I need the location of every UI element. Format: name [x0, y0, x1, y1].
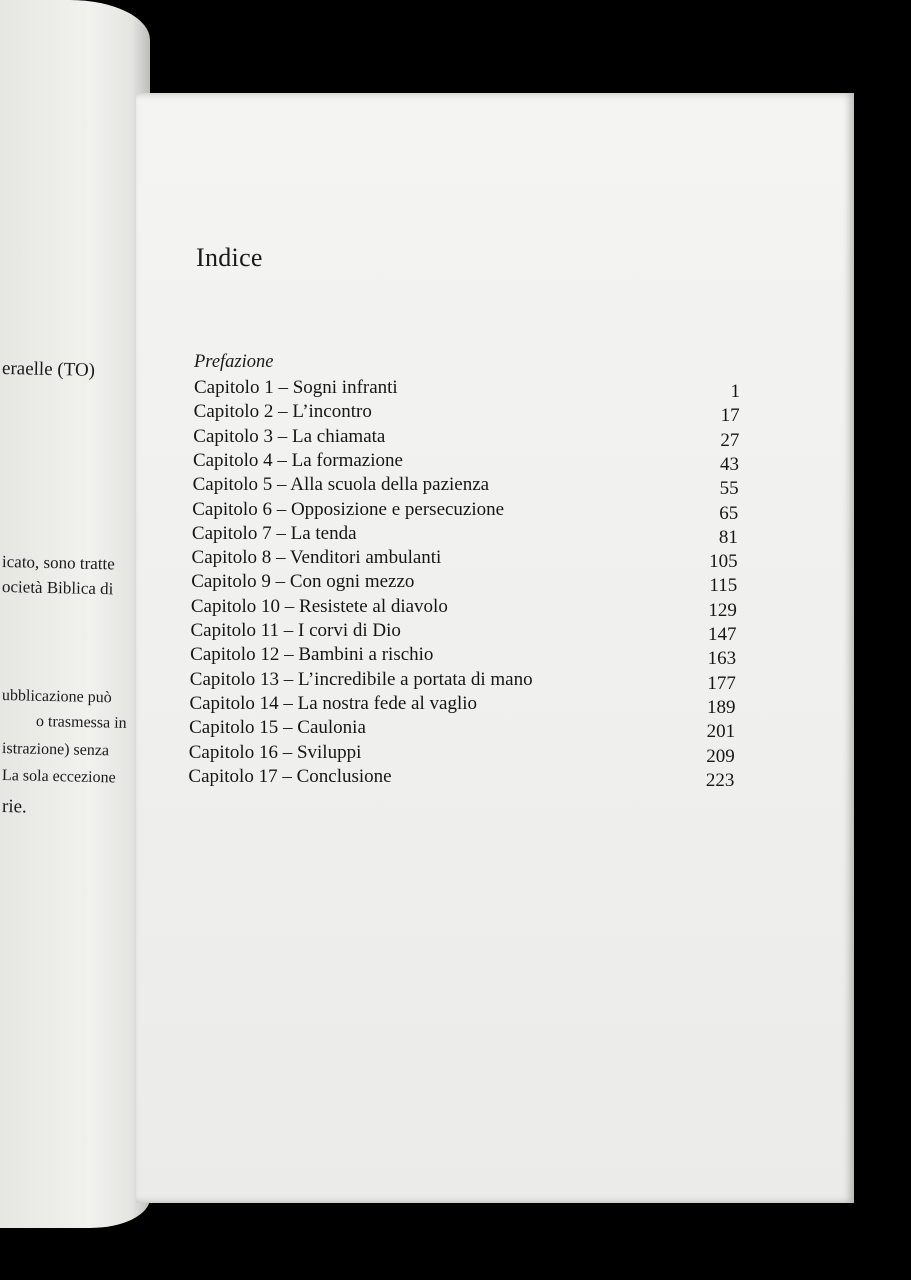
toc-entry-label: Capitolo 7 – La tenda [191, 522, 357, 544]
toc-entry-page-number: 163 [707, 648, 737, 670]
toc-entry [136, 450, 854, 474]
toc-entry-label: Capitolo 3 – La chiamata [193, 425, 386, 447]
toc-entry-label: Capitolo 9 – Con ogni mezzo [191, 571, 415, 593]
toc-entry-page-number: 129 [708, 599, 737, 621]
left-text-line: La sola eccezione [1, 767, 116, 787]
toc-entry-page-number: 27 [720, 429, 740, 451]
toc-entry-label: Capitolo 1 – Sogni infranti [194, 377, 398, 398]
toc-entry-label: Capitolo 11 – I corvi di Dio [190, 620, 401, 641]
toc-entry [136, 426, 854, 450]
toc-entry [136, 547, 854, 571]
left-text-line: ocietà Biblica di [1, 577, 114, 599]
toc-entry [136, 717, 854, 741]
toc-entry-label: Capitolo 4 – La formazione [192, 449, 403, 471]
toc-entry-page-number: 201 [706, 721, 736, 743]
toc-entry-label: Capitolo 15 – Caulonia [189, 717, 366, 739]
toc-entry [136, 596, 854, 620]
toc-entry-label: Capitolo 17 – Conclusione [188, 765, 392, 787]
right-page [136, 93, 854, 1203]
left-text-line: istrazione) senza [1, 740, 110, 760]
toc-entry [136, 474, 854, 498]
toc-entry [136, 669, 854, 693]
toc-entry [136, 401, 854, 425]
left-text-line: o trasmessa in [35, 713, 127, 732]
toc-entry-label: Capitolo 8 – Venditori ambulanti [191, 547, 442, 569]
toc-entry [136, 766, 854, 790]
toc-entry [136, 571, 854, 595]
left-text-line: icato, sono tratte [1, 552, 116, 574]
toc-entry [136, 620, 854, 644]
left-text-line: rie. [1, 796, 28, 818]
toc-entry [136, 644, 854, 668]
toc-entry-page-number: 209 [706, 745, 735, 767]
toc-entry-page-number: 189 [706, 696, 736, 718]
toc-entry-page-number: 115 [709, 575, 738, 597]
left-page [0, 0, 150, 1228]
left-text-line: eraelle (TO) [1, 358, 96, 381]
toc-entry-page-number: 223 [705, 769, 735, 791]
toc-entry-label: Capitolo 13 – L’incredibile a portata di mano [189, 668, 533, 690]
page-title: Indice [196, 243, 263, 272]
left-text-line: ubblicazione può [1, 687, 112, 707]
toc-entry-page-number: 55 [719, 478, 739, 500]
toc-entry-label: Capitolo 14 – La nostra fede al vaglio [189, 692, 477, 714]
toc-entry [136, 499, 854, 523]
toc-entry-page-number: 177 [707, 672, 736, 694]
toc-entry [136, 742, 854, 766]
toc-entry-page-number: 43 [719, 453, 739, 475]
toc-entry-label: Capitolo 6 – Opposizione e persecuzione [192, 498, 505, 520]
toc-entry [136, 377, 854, 401]
toc-entry-page-number: 105 [709, 551, 738, 573]
toc-entry-label: Capitolo 10 – Resistete al diavolo [190, 595, 448, 617]
toc-entry-label: Capitolo 2 – L’incontro [193, 401, 372, 423]
toc-entry-page-number: 81 [718, 526, 738, 548]
toc-entry-label: Capitolo 12 – Bambini a rischio [190, 644, 434, 666]
toc-entry [136, 693, 854, 717]
toc-entry-label: Capitolo 16 – Sviluppi [188, 741, 362, 763]
toc-entry-page-number: 17 [720, 405, 740, 427]
toc-entry-page-number: 147 [708, 624, 737, 645]
toc-entry-label: Capitolo 5 – Alla scuola della pazienza [192, 474, 490, 496]
toc-entry [136, 523, 854, 547]
toc-entry-page-number: 1 [730, 381, 740, 402]
toc-entry-page-number: 65 [719, 502, 739, 524]
preface-entry: Prefazione [194, 352, 274, 372]
